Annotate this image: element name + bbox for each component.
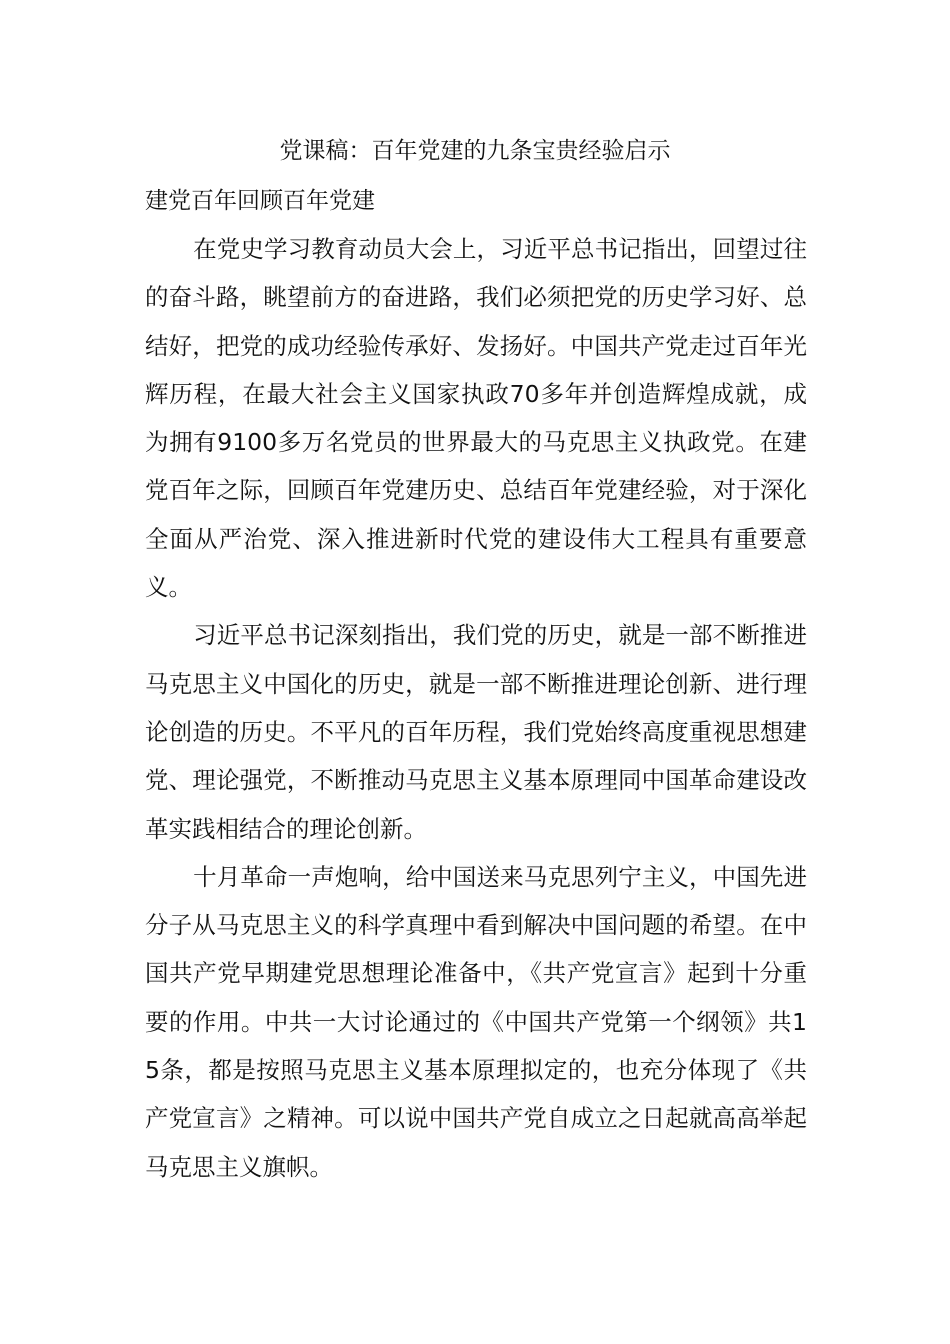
paragraph: 十月革命一声炮响，给中国送来马克思列宁主义，中国先进分子从马克思主义的科学真理中看到解决中国问题的希望。在中国共产党早期建党思想理论准备中，《共产党宣言》起到十分重要的作用。中共一大讨论通过的《中国共产党第一个纲领》共15条，都是按照马克思主义基本原理拟定的，也充分体现了《共产党宣言》之精神。可以说中国共产党自成立之日起就高高举起马克思主义旗帜。	[145, 862, 807, 1181]
document-body	[145, 225, 807, 1191]
document-subtitle: 建党百年回顾百年党建	[145, 188, 375, 214]
paragraph: 在党史学习教育动员大会上，习近平总书记指出，回望过往的奋斗路，眺望前方的奋进路，我们必须把党的历史学习好、总结好，把党的成功经验传承好、发扬好。中国共产党走过百年光辉历程，在最大社会主义国家执政70多年并创造辉煌成就，成为拥有9100多万名党员的世界最大的马克思主义执政党。在建党百年之际，回顾百年党建历史、总结百年党建经验，对于深化全面从严治党、深入推进新时代党的建设伟大工程具有重要意义。	[145, 235, 807, 602]
paragraph: 习近平总书记深刻指出，我们党的历史，就是一部不断推进马克思主义中国化的历史，就是一部不断推进理论创新、进行理论创造的历史。不平凡的百年历程，我们党始终高度重视思想建党、理论强党，不断推动马克思主义基本原理同中国革命建设改革实践相结合的理论创新。	[145, 621, 807, 843]
document-title: 党课稿：百年党建的九条宝贵经验启示	[279, 138, 671, 164]
